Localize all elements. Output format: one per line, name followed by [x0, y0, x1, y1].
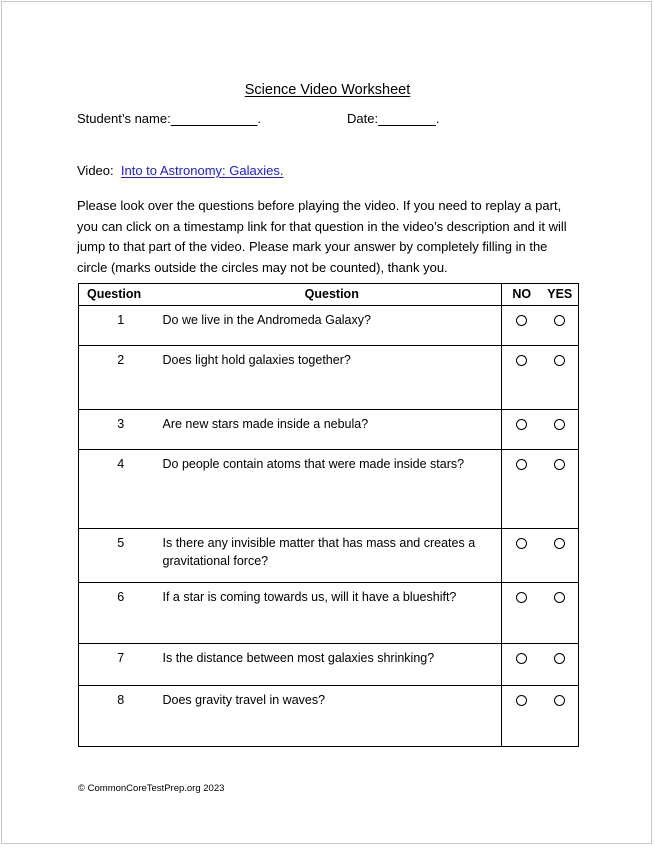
bubble-no-icon[interactable]	[516, 538, 527, 549]
table-row	[79, 346, 579, 410]
header-yes: YES	[542, 284, 579, 306]
video-link[interactable]: Into to Astronomy: Galaxies.	[120, 163, 284, 178]
date-period: .	[435, 111, 440, 126]
question-text-cell: Are new stars made inside a nebula?	[163, 410, 502, 450]
bubble-no-icon[interactable]	[516, 315, 527, 326]
answer-yes-cell[interactable]	[542, 686, 579, 747]
table-row	[79, 306, 579, 346]
page-title	[2, 80, 653, 100]
answer-no-cell[interactable]	[502, 529, 542, 583]
answer-yes-cell[interactable]	[542, 346, 579, 410]
question-text-cell: Is the distance between most galaxies shrinking?	[163, 644, 502, 686]
student-name-blank[interactable]	[171, 111, 258, 126]
questions-table	[78, 283, 579, 747]
bubble-no-icon[interactable]	[516, 419, 527, 430]
table-row	[79, 583, 579, 644]
question-number-cell: 7	[79, 644, 163, 686]
answer-yes-cell[interactable]	[542, 450, 579, 529]
student-name-label: Student’s name:	[77, 111, 171, 126]
question-text-cell: Is there any invisible matter that has mass and creates a gravitational force?	[163, 529, 502, 583]
bubble-yes-icon[interactable]	[554, 459, 565, 470]
table-row	[79, 410, 579, 450]
answer-no-cell[interactable]	[502, 450, 542, 529]
bubble-yes-icon[interactable]	[554, 315, 565, 326]
bubble-yes-icon[interactable]	[554, 419, 565, 430]
table-header	[79, 284, 579, 306]
answer-yes-cell[interactable]	[542, 410, 579, 450]
instructions-paragraph: Please look over the questions before playing the video. If you need to replay a part, you can click on a timestamp link for that question in the video’s description and it will jump to that part of the video. Please mark your answer by completely filling in the circle (marks outside the circles may not be counted), thank you.	[77, 198, 567, 275]
header-question-number: Question	[79, 284, 163, 306]
student-name-period: .	[257, 111, 262, 126]
question-number-cell: 3	[79, 410, 163, 450]
answer-yes-cell[interactable]	[542, 529, 579, 583]
table-row	[79, 450, 579, 529]
questions-table-container	[78, 283, 578, 747]
copyright-footer: © CommonCoreTestPrep.org 2023	[78, 783, 225, 794]
document-page	[1, 1, 652, 844]
page-title-text: Science Video Worksheet	[244, 82, 411, 98]
answer-yes-cell[interactable]	[542, 644, 579, 686]
bubble-no-icon[interactable]	[516, 695, 527, 706]
answer-yes-cell[interactable]	[542, 583, 579, 644]
table-row	[79, 529, 579, 583]
video-line	[77, 162, 283, 180]
table-row	[79, 686, 579, 747]
bubble-yes-icon[interactable]	[554, 653, 565, 664]
bubble-no-icon[interactable]	[516, 592, 527, 603]
student-info-line	[77, 110, 597, 128]
table-body	[79, 306, 579, 747]
answer-no-cell[interactable]	[502, 410, 542, 450]
date-blank[interactable]	[378, 111, 436, 126]
question-text-cell: If a star is coming towards us, will it have a blueshift?	[163, 583, 502, 644]
question-text-cell: Does gravity travel in waves?	[163, 686, 502, 747]
bubble-no-icon[interactable]	[516, 459, 527, 470]
bubble-no-icon[interactable]	[516, 653, 527, 664]
question-number-cell: 2	[79, 346, 163, 410]
question-number-cell: 8	[79, 686, 163, 747]
question-text-cell: Does light hold galaxies together?	[163, 346, 502, 410]
answer-no-cell[interactable]	[502, 306, 542, 346]
question-text-cell: Do people contain atoms that were made inside stars?	[163, 450, 502, 529]
date-label: Date:	[347, 111, 379, 126]
question-number-cell: 4	[79, 450, 163, 529]
worksheet-sheet	[2, 2, 653, 845]
answer-no-cell[interactable]	[502, 583, 542, 644]
question-number-cell: 1	[79, 306, 163, 346]
answer-no-cell[interactable]	[502, 346, 542, 410]
video-label: Video:	[77, 163, 121, 178]
question-number-cell: 6	[79, 583, 163, 644]
bubble-no-icon[interactable]	[516, 355, 527, 366]
bubble-yes-icon[interactable]	[554, 538, 565, 549]
bubble-yes-icon[interactable]	[554, 592, 565, 603]
table-row	[79, 644, 579, 686]
question-number-cell: 5	[79, 529, 163, 583]
answer-no-cell[interactable]	[502, 644, 542, 686]
question-text-cell: Do we live in the Andromeda Galaxy?	[163, 306, 502, 346]
bubble-yes-icon[interactable]	[554, 695, 565, 706]
answer-yes-cell[interactable]	[542, 306, 579, 346]
table-header-row	[79, 284, 579, 306]
bubble-yes-icon[interactable]	[554, 355, 565, 366]
header-question-text: Question	[163, 284, 502, 306]
answer-no-cell[interactable]	[502, 686, 542, 747]
header-no: NO	[502, 284, 542, 306]
